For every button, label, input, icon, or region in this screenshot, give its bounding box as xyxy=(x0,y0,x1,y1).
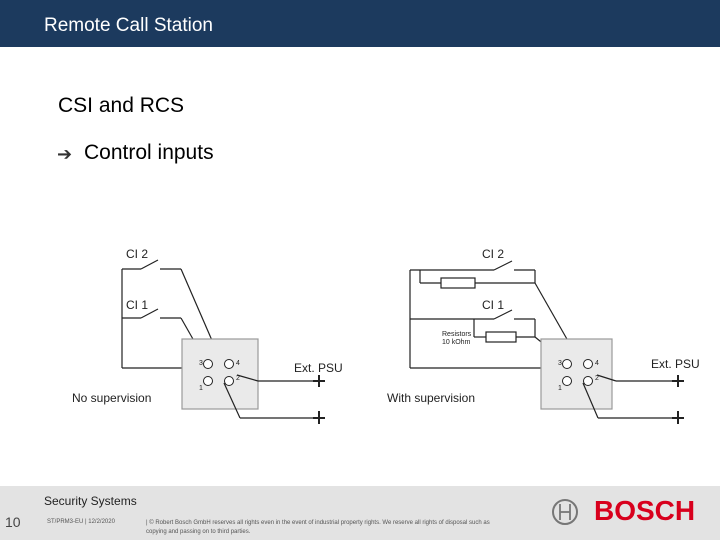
bosch-logo: BOSCH xyxy=(594,495,696,526)
left-pin-1-label: 1 xyxy=(199,385,203,392)
right-pin-2-label: 2 xyxy=(595,375,599,382)
right-pin-2 xyxy=(584,377,593,386)
left-pin-3-label: 3 xyxy=(199,360,203,367)
footer-copyright: | © Robert Bosch GmbH reserves all rights even in the event of industrial property rights. We reserve all rights of disposal such as copying and passing on to third parties. xyxy=(146,520,490,535)
header-title: Remote Call Station xyxy=(44,15,213,36)
left-pin-2-label: 2 xyxy=(236,375,240,382)
right-ci2-label: CI 2 xyxy=(482,247,505,261)
right-pin-1 xyxy=(563,377,572,386)
left-pin-1 xyxy=(204,377,213,386)
right-pin-4 xyxy=(584,360,593,369)
right-ci1-label: CI 1 xyxy=(482,298,505,312)
right-pin-3-label: 3 xyxy=(558,360,562,367)
left-connector-box xyxy=(182,339,258,409)
right-caption: With supervision xyxy=(387,391,476,405)
bosch-armature-icon xyxy=(551,498,579,526)
bullet-arrow-icon: ➔ xyxy=(57,144,73,165)
page-number: 10 xyxy=(5,514,21,530)
right-pin-3 xyxy=(563,360,572,369)
left-ci2-label: CI 2 xyxy=(126,247,149,261)
right-pin-1-label: 1 xyxy=(558,385,562,392)
footer-brandline: Security Systems xyxy=(44,494,137,508)
left-caption: No supervision xyxy=(72,391,152,405)
left-pin-4 xyxy=(225,360,234,369)
right-resistor-note: Resistors 10 kOhm xyxy=(442,331,472,346)
right-connector-box xyxy=(541,339,612,409)
footer-info: ST/PRM3-EU | 12/2/2020 xyxy=(47,519,115,525)
right-ci2-resistor xyxy=(441,278,475,288)
left-pin-3 xyxy=(204,360,213,369)
bullet-text: Control inputs xyxy=(84,141,214,164)
left-ci2-switch xyxy=(141,260,158,269)
right-ci1-resistor xyxy=(486,332,516,342)
left-pin-4-label: 4 xyxy=(236,360,240,367)
right-psu-label: Ext. PSU xyxy=(651,357,700,371)
slide-title: CSI and RCS xyxy=(58,94,185,117)
left-ci1-label: CI 1 xyxy=(126,298,149,312)
left-psu-label: Ext. PSU xyxy=(294,361,343,375)
right-pin-4-label: 4 xyxy=(595,360,599,367)
right-ci2-switch xyxy=(494,261,512,270)
left-pin-2 xyxy=(225,377,234,386)
